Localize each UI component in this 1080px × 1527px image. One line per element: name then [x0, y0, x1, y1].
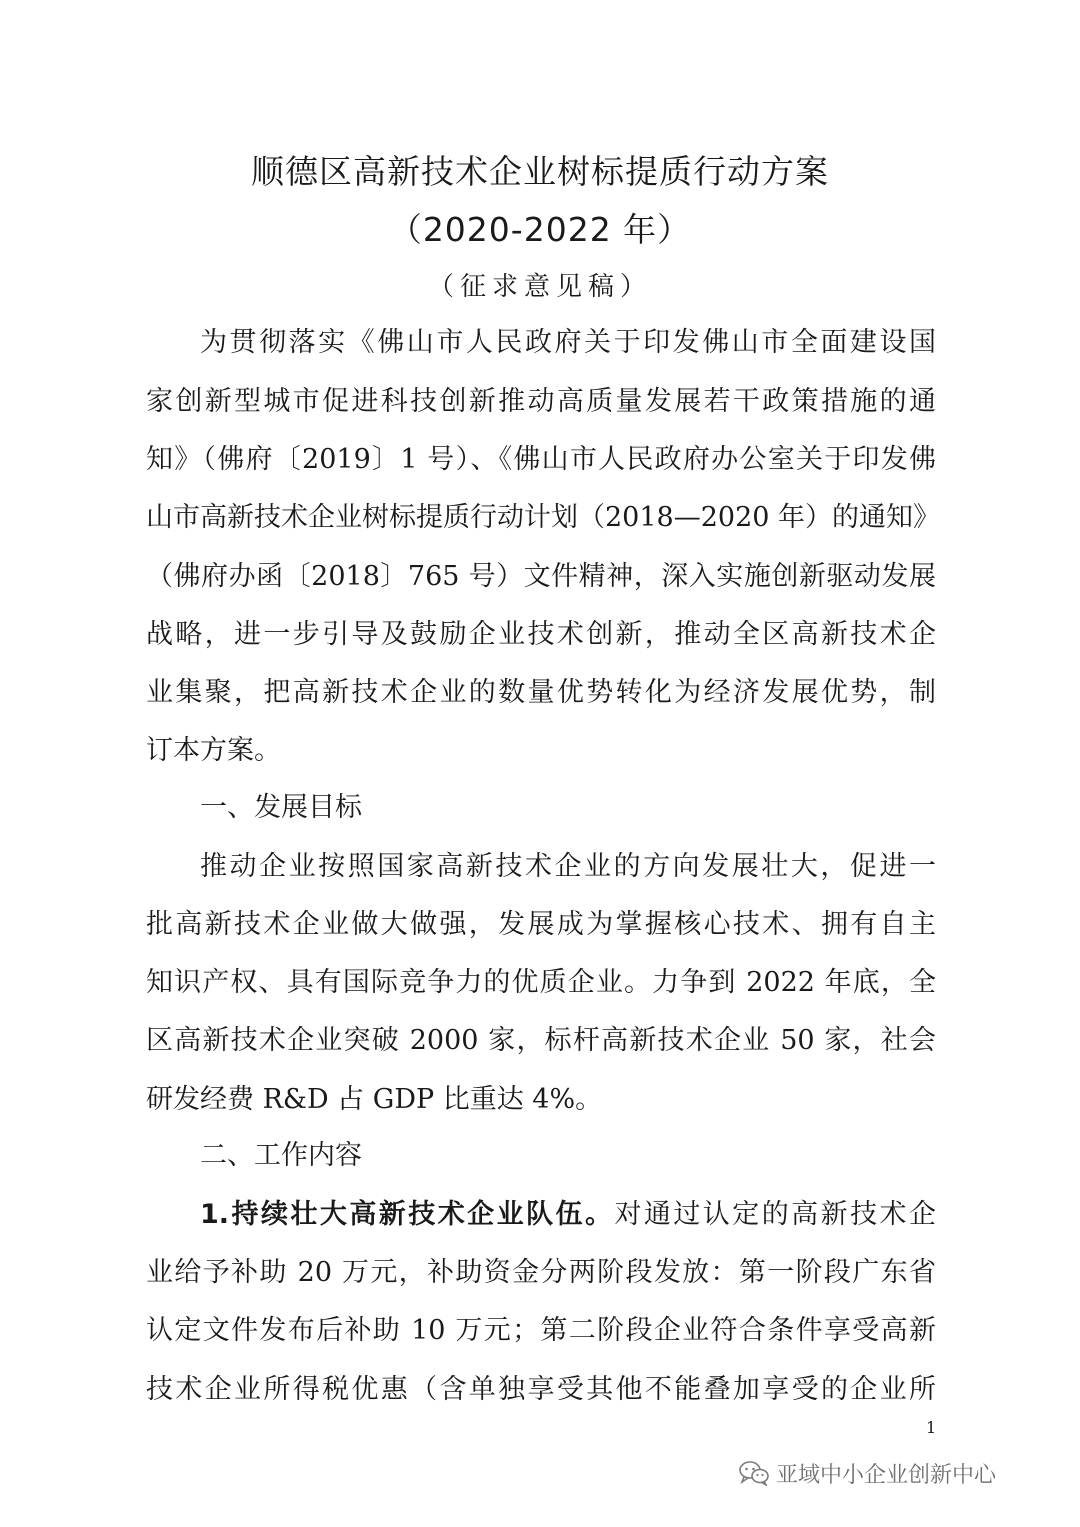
section1-line: 知识产权、具有国际竞争力的优质企业。力争到 2022 年底，全 [146, 967, 936, 998]
item1-line: 技术企业所得税优惠（含单独享受其他不能叠加享受的企业所 [146, 1374, 936, 1405]
section1-line: 推动企业按照国家高新技术企业的方向发展壮大，促进一 [200, 851, 936, 882]
document-title: 顺德区高新技术企业树标提质行动方案 [251, 152, 829, 191]
wechat-icon [738, 1460, 770, 1486]
section1-line: 研发经费 R&D 占 GDP 比重达 4%。 [146, 1084, 603, 1115]
intro-line: 为贯彻落实《佛山市人民政府关于印发佛山市全面建设国 [200, 327, 936, 358]
section-heading: 二、工作内容 [200, 1140, 362, 1171]
intro-line: （佛府办函〔2018〕765 号）文件精神，深入实施创新驱动发展 [146, 561, 936, 592]
watermark [738, 1458, 996, 1488]
intro-line: 山市高新技术企业树标提质行动计划（2018—2020 年）的通知》 [146, 502, 941, 533]
section1-line: 区高新技术企业突破 2000 家，标杆高新技术企业 50 家，社会 [146, 1025, 936, 1056]
item1-line: 认定文件发布后补助 10 万元；第二阶段企业符合条件享受高新 [146, 1315, 936, 1346]
section-heading: 一、发展目标 [200, 792, 362, 823]
intro-line: 业集聚，把高新技术企业的数量优势转化为经济发展优势，制 [146, 677, 936, 708]
item1-line [200, 1198, 936, 1232]
intro-line: 家创新型城市促进科技创新推动高质量发展若干政策措施的通 [146, 386, 936, 417]
item1-line: 业给予补助 20 万元，补助资金分两阶段发放：第一阶段广东省 [146, 1257, 936, 1288]
intro-line: 战略，进一步引导及鼓励企业技术创新，推动全区高新技术企 [146, 619, 936, 650]
item1-text: 对通过认定的高新技术企 [614, 1199, 937, 1230]
document-subtitle: （征求意见稿） [427, 272, 652, 302]
intro-line: 订本方案。 [146, 735, 281, 766]
page-number: 1 [926, 1418, 937, 1437]
document-title-years: （2020-2022 年） [388, 210, 692, 249]
intro-line: 知》（佛府〔2019〕1 号）、《佛山市人民政府办公室关于印发佛 [146, 444, 936, 475]
section1-line: 批高新技术企业做大做强，发展成为掌握核心技术、拥有自主 [146, 909, 936, 940]
watermark-text: 亚域中小企业创新中心 [776, 1462, 997, 1488]
item1-title: 1.持续壮大高新技术企业队伍。 [200, 1199, 615, 1230]
